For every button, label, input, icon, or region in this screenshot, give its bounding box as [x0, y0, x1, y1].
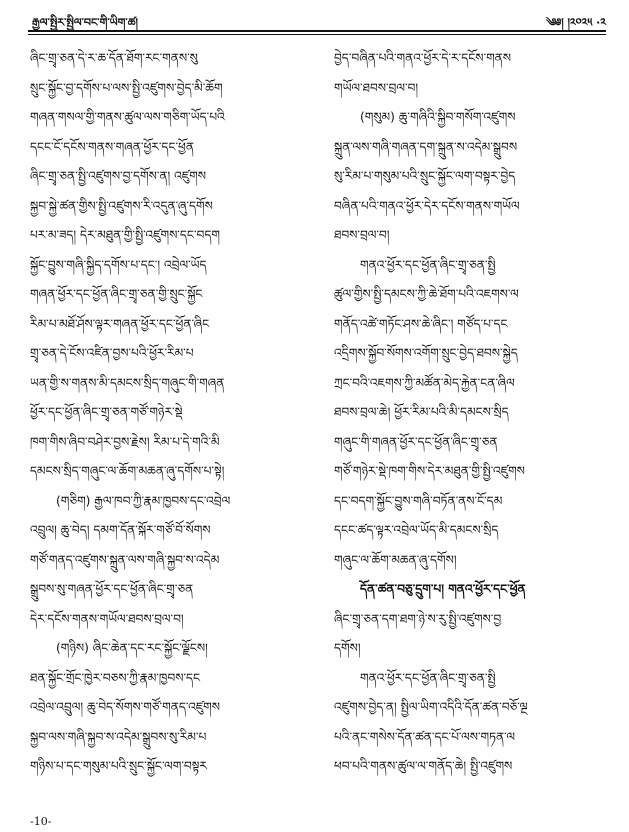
- text-line: གཞུང་གི་གཞན་ཕྱོར་དང་ཕྱོན་ཞིང་གྲྭ་ཅན: [334, 434, 498, 449]
- issue-label: ༄༅། །༢༠༢༥ ·༢: [545, 16, 606, 29]
- text-line: གཡོལ་ཐབས་བྲལ་བ།: [334, 80, 419, 95]
- right-text-column: [334, 44, 606, 782]
- text-line: ཞིང་གྲྭ་ཅན་དེ་ར་ཆ་དོན་ཐོག་རང་གནས་སུ: [30, 51, 198, 65]
- journal-title: རྒྱལ་སྤྱིར་སྤྱིལ་བང་གི་ཡིག་ཚ།: [32, 16, 138, 29]
- text-line: པར་མ་ཟད། དེར་མཐུན་གྱི་སྤྱི་འཛུགས་དང་བདག: [30, 228, 220, 242]
- text-line: དམངས་སྲིད་གཞུང་ལ་ཆོག་མཆན་ཞུ་དགོས་པ་སྟེ།: [30, 464, 225, 478]
- text-line: གནོད་འཚེ་གཏོང་ཤས་ཆེ་ཞིང་། གཙོད་པ་དང: [334, 316, 508, 331]
- left-text-column: [30, 44, 302, 782]
- article-heading: དོན་ཚན་བཅུ་དྲུག་པ། གནའ་ཕྱོར་དང་ཕྱོན: [360, 582, 526, 596]
- text-line: འདྲིགས་སྐྱོབ་སོགས་འགོག་སྲུང་བྱེད་ཐབས་སྐྱེད: [334, 346, 518, 360]
- text-line: གཞན་ཕྱོར་དང་ཕྱོན་ཞིང་གྲྭ་ཅན་གྱི་སྲུང་སྐྱོང: [30, 287, 203, 301]
- text-line: འཛུགས་བྱེད་ན། སྤྱིལ་ཡིག་འདིའི་དོན་ཚན་བཅོ་ལྔ: [334, 700, 528, 714]
- text-line: སྐྱོང་བྱུས་གཞི་སྐྱིད་དགོས་པ་དང་། འབྲེལ་ཡོད: [30, 257, 207, 272]
- section-heading-1: (གཅིག) རྒྱལ་ཁབ་ཀྱི་རྣམ་ཁྱབས་དང་འབྲེལ: [56, 493, 231, 508]
- page-number: -10-: [30, 815, 52, 828]
- header-rule-thin: [28, 34, 606, 35]
- text-line: ཐབས་བྲལ་བ།: [334, 228, 390, 242]
- text-line: ཁག་གིས་ཞིབ་བཤེར་བྱས་རྗེས། རིམ་པ་དེ་གའི་མི: [30, 434, 220, 449]
- text-line: དེར་དངོས་གནས་གཡོལ་ཐབས་བྲལ་བ།: [30, 611, 184, 626]
- text-line: རིམ་པ་མཐོ་ཤོས་ལྟར་གཞན་ཕྱོར་དང་ཕྱོན་ཞིང: [30, 316, 210, 331]
- text-line: དང་བདག་སྐྱོང་བྱུས་གཞི་བཏོན་ནས་ངོ་དམ: [334, 493, 503, 508]
- paragraph-start: གནའ་ཕྱོར་དང་ཕྱོན་ཞིང་གྲྭ་ཅན་སྤྱི: [360, 670, 496, 685]
- text-line: གཞུང་ལ་ཆོག་མཆན་ཞུ་དགོས།: [334, 552, 457, 567]
- text-line: ཀྲང་བའི་འཇགས་ཀྱི་མཚོན་མེད་རྐྱེན་ངན་ཞིལ: [334, 375, 515, 390]
- text-line: དངང་ཚད་ལྟར་འབྲེལ་ཡོད་མི་དམངས་སྲིད: [334, 523, 499, 537]
- text-line: ཞིང་གྲྭ་ཅན་སྤྱི་འཛུགས་བྱ་དགོས་ན། འཛུགས: [30, 169, 207, 183]
- text-line: གཙོ་གནད་འཛུགས་སྐྲུན་ལས་གཞི་སྐྱབ་ས་འདེམ: [30, 552, 220, 567]
- text-line: ཕྱོར་དང་ཕྱོན་ཞིང་གྲྭ་ཅན་གཙོ་གཉེར་སྡེ: [30, 405, 183, 419]
- text-line: སྐྱབ་ལས་གཞི་སྐྱབ་ས་འདེམ་སྒྲུབས་སུ་རིམ་པ: [30, 729, 207, 744]
- text-line: གཉིས་པ་དང་གསུམ་པའི་སྲུང་སྐྱོང་ལག་བསྟར: [30, 759, 207, 773]
- text-line: སྒྲུབས་སུ་གཞན་ཕྱོར་དང་ཕྱོན་ཞིང་གྲྭ་ཅན: [30, 582, 194, 596]
- section-heading-3: (གསུམ) ཆུ་གཞིའི་སྐྱིབ་གསོག་འཛུགས: [360, 110, 516, 124]
- text-line: ཚུལ་གྱིས་སྤྱི་དམངས་ཀྱི་ཆེ་ཐོག་པའི་འཇགས་ལ: [334, 287, 519, 301]
- text-line: གཞན་གསལ་གྱི་གནས་ཚུལ་ལས་གཅིག་ཡོད་པའི: [30, 110, 225, 124]
- text-line: འབྲེལ་འབྲུལ། ཆུ་བེད་སོགས་གཙོ་གནད་འཛུགས: [30, 700, 220, 714]
- text-line: ཐབས་བྲལ་ཆེ། ཕྱོར་རིམ་པའི་མི་དམངས་སྲིད: [334, 405, 509, 419]
- text-line: ཡན་གྱི་ས་གནས་མི་དམངས་སྲིད་གཞུང་གི་གཞན: [30, 375, 225, 390]
- text-line: གྲྭ་ཅན་དེ་ངོས་འཛིན་བྱས་པའི་ཕྱོར་རིམ་པ: [30, 346, 194, 360]
- text-line: བཞིན་པའི་གནའ་ཕྱོར་དེར་དངོས་གནས་གཡོལ: [334, 198, 520, 213]
- text-line: པའི་ནང་གསེས་དོན་ཚན་དང་པོ་ལས་གཏན་ལ: [334, 729, 515, 744]
- text-line: བྱེད་བཞིན་པའི་གནའ་ཕྱོར་དེ་ར་དངོས་གནས: [334, 51, 511, 65]
- text-line: སྲུང་སྐྱོང་བྱ་དགོས་པ་ལས་སྤྱི་འཛུགས་བྱེད་མི་ཆོག: [30, 80, 223, 95]
- paragraph-start: གནའ་ཕྱོར་དང་ཕྱོན་ཞིང་གྲྭ་ཅན་སྤྱི: [360, 257, 496, 272]
- text-line: སྐྲུན་ལས་གཞི་གཞན་དག་སྐྲུན་ས་འདེམ་སྒྲུབས: [334, 139, 518, 154]
- section-heading-2: (གཉིས) ཞིང་ཆེན་དང་རང་སྐྱོང་ལྗོངས།: [56, 641, 208, 655]
- running-header: [28, 10, 606, 30]
- text-line: དགོས།: [334, 641, 361, 655]
- text-line: དངང་ངོ་དངོས་གནས་གཞན་ཕྱོར་དང་ཕྱོན: [30, 139, 194, 154]
- text-line: ཞིང་གྲྭ་ཅན་དག་ཐག་ཉེ་ས་རུ་སྤྱི་འཛུགས་བྱ: [334, 611, 502, 626]
- text-line: ཐན་སྐྱོང་གྲོང་ཁྱེར་བཅས་ཀྱི་རྣམ་ཁྱབས་དང: [30, 670, 201, 685]
- text-line: འབྲུལ། ཆུ་བེད། དམག་དོན་སྐོར་གཙོ་བོ་སོགས: [30, 523, 211, 537]
- header-rule-thick: [28, 30, 606, 32]
- text-line: སྐྱབ་སྐྱེ་ཚན་གྱིས་སྤྱི་འཛུགས་རི་འདུན་ཞུ་དགོས: [30, 198, 213, 213]
- text-line: ཕབ་པའི་གནས་ཚུལ་ལ་གནོད་ཆེ། སྤྱི་འཛུགས: [334, 759, 513, 773]
- text-line: སུ་རིམ་པ་གསུམ་པའི་སྲུང་སྐྱོང་ལག་བསྟར་བྱེད: [334, 169, 516, 183]
- text-line: གཙོ་གཉེར་སྡེ་ཁག་གིས་དེར་མཐུན་གྱི་སྤྱི་འཛུགས: [334, 464, 525, 478]
